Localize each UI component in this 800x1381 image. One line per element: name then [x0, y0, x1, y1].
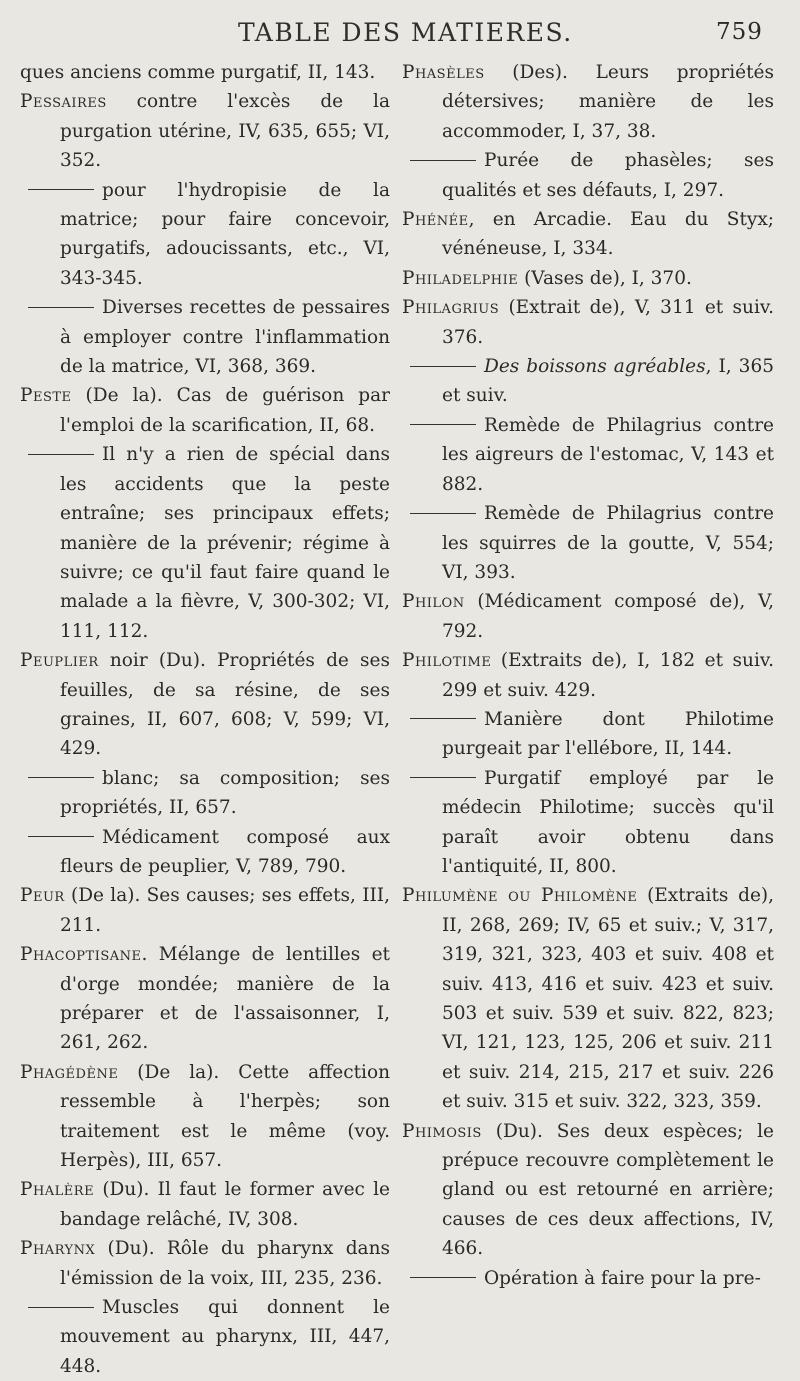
entry-headword: Peur: [20, 885, 65, 907]
entry-headword: Peuplier: [20, 650, 99, 672]
index-entry: [20, 764, 390, 823]
index-entry: [20, 1058, 390, 1176]
index-entry: [20, 58, 390, 87]
entry-text: Opération à faire pour la pre-: [484, 1267, 761, 1289]
entry-text: Muscles qui donnent le mouvement au pharynx, III, 447, 448.: [60, 1297, 390, 1377]
entry-headword: Phacoptisane: [20, 944, 142, 966]
entry-text: Purgatif employé par le médecin Philotime; succès qu'il paraît avoir obtenu dans l'antiquité, II, 800.: [442, 767, 774, 877]
entry-text: Manière dont Philotime purgeait par l'ellébore, II, 144.: [442, 708, 774, 760]
entry-text: (Vases de), I, 370.: [518, 267, 692, 289]
index-entry: [402, 1264, 774, 1293]
entry-headword: Phalère: [20, 1179, 95, 1201]
entry-headword: Philagrius: [402, 297, 500, 319]
ditto-dash: [28, 1307, 94, 1308]
ditto-dash: [410, 366, 476, 367]
index-entry: [20, 440, 390, 646]
entry-headword: Philadelphie: [402, 267, 519, 289]
index-entry: [20, 881, 390, 940]
ditto-dash: [28, 777, 94, 778]
index-entry: [20, 940, 390, 1058]
entry-text: Il n'y a rien de spécial dans les accidents que la peste entraîne; ses principaux effets; manière de la prévenir; régime à suivre; ce qu'il faut faire quand le malade a la fièvre, V, 300-302; VI, 111, 112.: [60, 444, 390, 642]
index-entry: [402, 146, 774, 205]
page-number: 759: [716, 19, 763, 45]
entry-text: (Extraits de), II, 268, 269; IV, 65 et suiv.; V, 317, 319, 321, 323, 403 et suiv. 408 et suiv. 413, 416 et suiv. 423 et suiv. 503 et suiv. 539 et suiv. 822, 823; VI, 121, 123, 125, 206 et suiv. 211 et suiv. 214, 215, 217 et suiv. 226 et suiv. 315 et suiv. 322, 323, 359.: [442, 885, 774, 1113]
entry-text: , en Arcadie. Eau du Styx; vénéneuse, I, 334.: [442, 209, 774, 260]
entry-text: (De la). Cette affection ressemble à l'herpès; son traitement est le même (voy. Herpès), III, 657.: [60, 1061, 390, 1172]
page-title: TABLE DES MATIERES.: [238, 18, 573, 47]
index-entry: [20, 381, 390, 440]
index-entry: [20, 1175, 390, 1234]
entry-headword: Philotime: [402, 650, 492, 672]
entry-headword: Phénée: [402, 209, 469, 231]
ditto-dash: [28, 454, 94, 455]
index-entry: [402, 705, 774, 764]
entry-text: (De la). Cas de guérison par l'emploi de la scarification, II, 68.: [60, 385, 390, 436]
ditto-dash: [28, 307, 94, 308]
entry-text: (Du). Ses deux espèces; le prépuce recouvre complètement le gland ou est retourné en arrière; causes de ces deux affections, IV, 466.: [442, 1120, 774, 1260]
index-entry: [20, 293, 390, 381]
ditto-dash: [410, 513, 476, 514]
index-entry: [402, 881, 774, 1116]
entry-text: (Extraits de), I, 182 et suiv. 299 et suiv. 429.: [442, 650, 774, 701]
index-entry: [20, 646, 390, 764]
entry-text: pour l'hydropisie de la matrice; pour faire concevoir, purgatifs, adoucissants, etc., VI, 343-345.: [60, 179, 390, 289]
entry-text: , I, 365 et suiv.: [442, 356, 774, 407]
entry-text: Médicament composé aux fleurs de peuplier, V, 789, 790.: [60, 826, 390, 877]
index-entry: [402, 499, 774, 587]
index-entry: [402, 58, 774, 146]
entry-text: . Mélange de lentilles et d'orge mondée; manière de la préparer et de l'assaisonner, I, 261, 262.: [60, 944, 390, 1054]
entry-text: (Du). Rôle du pharynx dans l'émission de la voix, III, 235, 236.: [60, 1238, 390, 1289]
entry-headword: Phimosis: [402, 1120, 482, 1142]
page-header: [0, 18, 800, 58]
entry-headword: Phasèles: [402, 62, 485, 83]
entry-text: (Extrait de), V, 311 et suiv. 376.: [442, 297, 774, 348]
index-entry: [20, 1293, 390, 1381]
index-entry: [402, 764, 774, 882]
entry-headword: Philon: [402, 591, 465, 613]
right-column: [402, 58, 774, 1293]
ditto-dash: [410, 424, 476, 425]
index-entry: [20, 1234, 390, 1293]
entry-text: (Du). Il faut le former avec le bandage relâché, IV, 308.: [60, 1179, 390, 1230]
index-entry: [402, 352, 774, 411]
entry-text: (De la). Ses causes; ses effets, III, 211.: [60, 885, 390, 936]
entry-italic-title: Des boissons agréables: [484, 356, 706, 378]
index-entry: [402, 205, 774, 264]
entry-headword: Philumène ou Philomène: [402, 885, 638, 907]
entry-headword: Pessaires: [20, 91, 107, 113]
entry-text: (Des). Leurs propriétés détersives; manière de les accommoder, I, 37, 38.: [442, 62, 774, 142]
entry-text: Purée de phasèles; ses qualités et ses défauts, I, 297.: [442, 150, 774, 201]
entry-text: contre l'excès de la purgation utérine, IV, 635, 655; VI, 352.: [60, 91, 390, 172]
index-entry: [20, 87, 390, 175]
index-entry: [402, 411, 774, 499]
entry-text: ques anciens comme purgatif, II, 143.: [20, 62, 376, 83]
ditto-dash: [28, 189, 94, 190]
ditto-dash: [410, 1277, 476, 1278]
entry-text: Diverses recettes de pessaires à employer contre l'inflammation de la matrice, VI, 368, 369.: [60, 297, 390, 378]
index-entry: [20, 823, 390, 882]
ditto-dash: [410, 777, 476, 778]
ditto-dash: [28, 836, 94, 837]
index-entry: [20, 176, 390, 294]
entry-text: blanc; sa composition; ses propriétés, II, 657.: [60, 767, 390, 819]
entry-headword: Pharynx: [20, 1238, 96, 1260]
entry-text: (Médicament composé de), V, 792.: [442, 591, 774, 642]
entry-text: Remède de Philagrius contre les squirres de la goutte, V, 554; VI, 393.: [442, 503, 774, 583]
entry-headword: Phagédène: [20, 1061, 119, 1083]
index-entry: [402, 646, 774, 705]
index-entry: [402, 587, 774, 646]
index-entry: [402, 264, 774, 293]
ditto-dash: [410, 718, 476, 719]
entry-headword: Peste: [20, 385, 72, 407]
entry-text: Remède de Philagrius contre les aigreurs de l'estomac, V, 143 et 882.: [442, 414, 774, 495]
index-entry: [402, 1117, 774, 1264]
entry-text: noir (Du). Propriétés de ses feuilles, de sa résine, de ses graines, II, 607, 608; V, 599; VI, 429.: [60, 650, 390, 760]
left-column: [20, 58, 390, 1381]
ditto-dash: [410, 160, 476, 161]
index-entry: [402, 293, 774, 352]
